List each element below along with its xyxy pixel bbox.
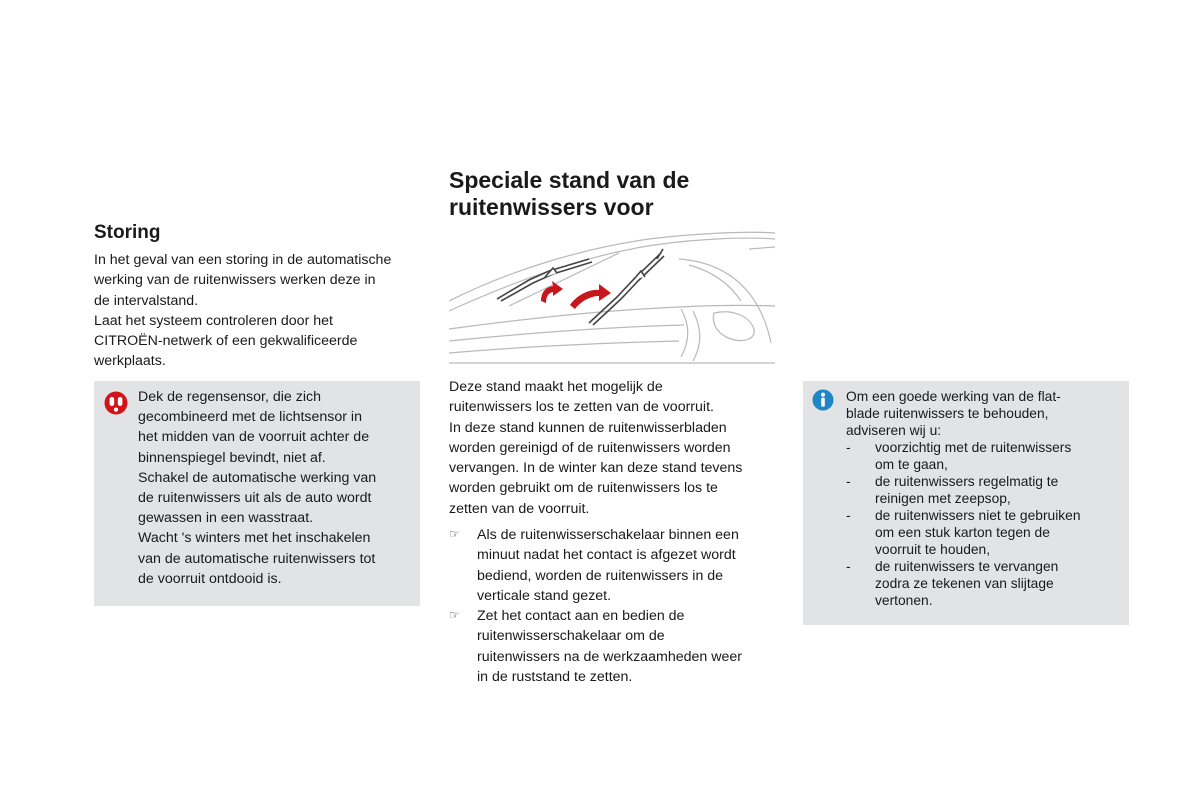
text-line: om te gaan, xyxy=(875,457,948,472)
text-line: gecombineerd met de lichtsensor in xyxy=(138,409,362,426)
middle-paragraph xyxy=(449,377,779,519)
text-line: gewassen in een wasstraat. xyxy=(138,510,314,527)
pointing-hand-icon: ☞ xyxy=(449,527,460,541)
list-item-text xyxy=(875,473,1124,507)
text-line: Zet het contact aan en bedien de xyxy=(477,608,685,625)
text-line: adviseren wij u: xyxy=(846,423,942,438)
text-line: het midden van de voorruit achter de xyxy=(138,429,370,446)
text-line: ruitenwisserschakelaar om de xyxy=(477,628,665,645)
text-line: van de automatische ruitenwissers tot xyxy=(138,550,376,567)
list-item-text xyxy=(875,439,1124,473)
info-text xyxy=(846,388,1124,609)
text-line: Als de ruitenwisserschakelaar binnen een xyxy=(477,527,739,543)
text-line: werking van de ruitenwissers werken deze in xyxy=(94,272,376,289)
text-line: minuut nadat het contact is afgezet wordt xyxy=(477,547,736,564)
text-line: Om een goede werking van de flat- xyxy=(846,389,1061,404)
text-line: bediend, worden de ruitenwissers in de xyxy=(477,567,724,584)
list-item xyxy=(846,507,1124,558)
list-item-text xyxy=(875,507,1124,558)
text-line: verticale stand gezet. xyxy=(477,587,612,604)
text-line: In deze stand kunnen de ruitenwisserbladen xyxy=(449,419,727,436)
pointing-hand-icon: ☞ xyxy=(449,608,460,623)
text-line: de voorruit ontdooid is. xyxy=(138,570,282,587)
text-line: zodra ze tekenen van slijtage xyxy=(875,576,1054,591)
title-line: ruitenwissers voor xyxy=(449,194,654,220)
text-line: voorruit te houden, xyxy=(875,542,991,557)
dash-marker: - xyxy=(846,508,851,523)
windscreen-wipers-raised-illustration xyxy=(449,231,775,369)
list-item xyxy=(449,525,779,606)
list-item-text xyxy=(875,558,1124,609)
text-line: voorzichtig met de ruitenwissers xyxy=(875,440,1072,455)
section-heading-storing: Storing xyxy=(94,222,161,243)
text-line: blade ruitenwissers te behouden, xyxy=(846,406,1049,421)
exclamation-warning-icon xyxy=(104,391,128,415)
text-line: vertonen. xyxy=(875,593,933,608)
text-line: zetten van de voorruit. xyxy=(449,500,590,517)
info-icon xyxy=(812,389,834,411)
text-line: ruitenwissers los te zetten van de voorruit. xyxy=(449,399,714,416)
text-line: Schakel de automatische werking van xyxy=(138,469,377,486)
page-title xyxy=(449,167,779,221)
text-line: in de ruststand te zetten. xyxy=(477,669,633,686)
text-line: werkplaats. xyxy=(94,353,166,370)
storing-paragraph xyxy=(94,250,424,372)
dash-marker: - xyxy=(846,440,851,455)
warning-text xyxy=(138,387,413,589)
text-line: Laat het systeem controleren door het xyxy=(94,312,333,329)
text-line: reinigen met zeepsop, xyxy=(875,491,1011,506)
text-line: Dek de regensensor, die zich xyxy=(138,389,321,405)
text-line: CITROËN-netwerk of een gekwalificeerde xyxy=(94,333,358,350)
list-item-text xyxy=(477,525,779,606)
title-line: Speciale stand van de xyxy=(449,167,690,193)
text-line: de ruitenwissers uit als de auto wordt xyxy=(138,490,372,507)
text-line: de intervalstand. xyxy=(94,292,199,309)
text-line: de ruitenwissers regelmatig te xyxy=(875,474,1059,489)
text-line: ruitenwissers na de werkzaamheden weer xyxy=(477,648,742,665)
text-line: om een stuk karton tegen de xyxy=(875,525,1050,540)
bullet-list xyxy=(449,525,779,687)
dash-marker: - xyxy=(846,559,851,574)
info-box xyxy=(803,381,1129,625)
list-item xyxy=(846,439,1124,473)
list-item xyxy=(846,558,1124,609)
text-line: In het geval van een storing in de automatische xyxy=(94,252,392,268)
text-line: Wacht 's winters met het inschakelen xyxy=(138,530,371,547)
text-line: vervangen. In de winter kan deze stand tevens xyxy=(449,460,743,477)
text-line: worden gereinigd of de ruitenwissers worden xyxy=(449,439,731,456)
list-item xyxy=(449,606,779,687)
text-line: de ruitenwissers niet te gebruiken xyxy=(875,508,1081,523)
warning-box xyxy=(94,381,420,606)
dash-marker: - xyxy=(846,474,851,489)
text-line: Deze stand maakt het mogelijk de xyxy=(449,379,663,395)
list-item xyxy=(846,473,1124,507)
text-line: de ruitenwissers te vervangen xyxy=(875,559,1059,574)
text-line: binnenspiegel bevindt, niet af. xyxy=(138,449,326,466)
list-item-text xyxy=(477,606,779,687)
text-line: worden gebruikt om de ruitenwissers los te xyxy=(449,480,718,497)
